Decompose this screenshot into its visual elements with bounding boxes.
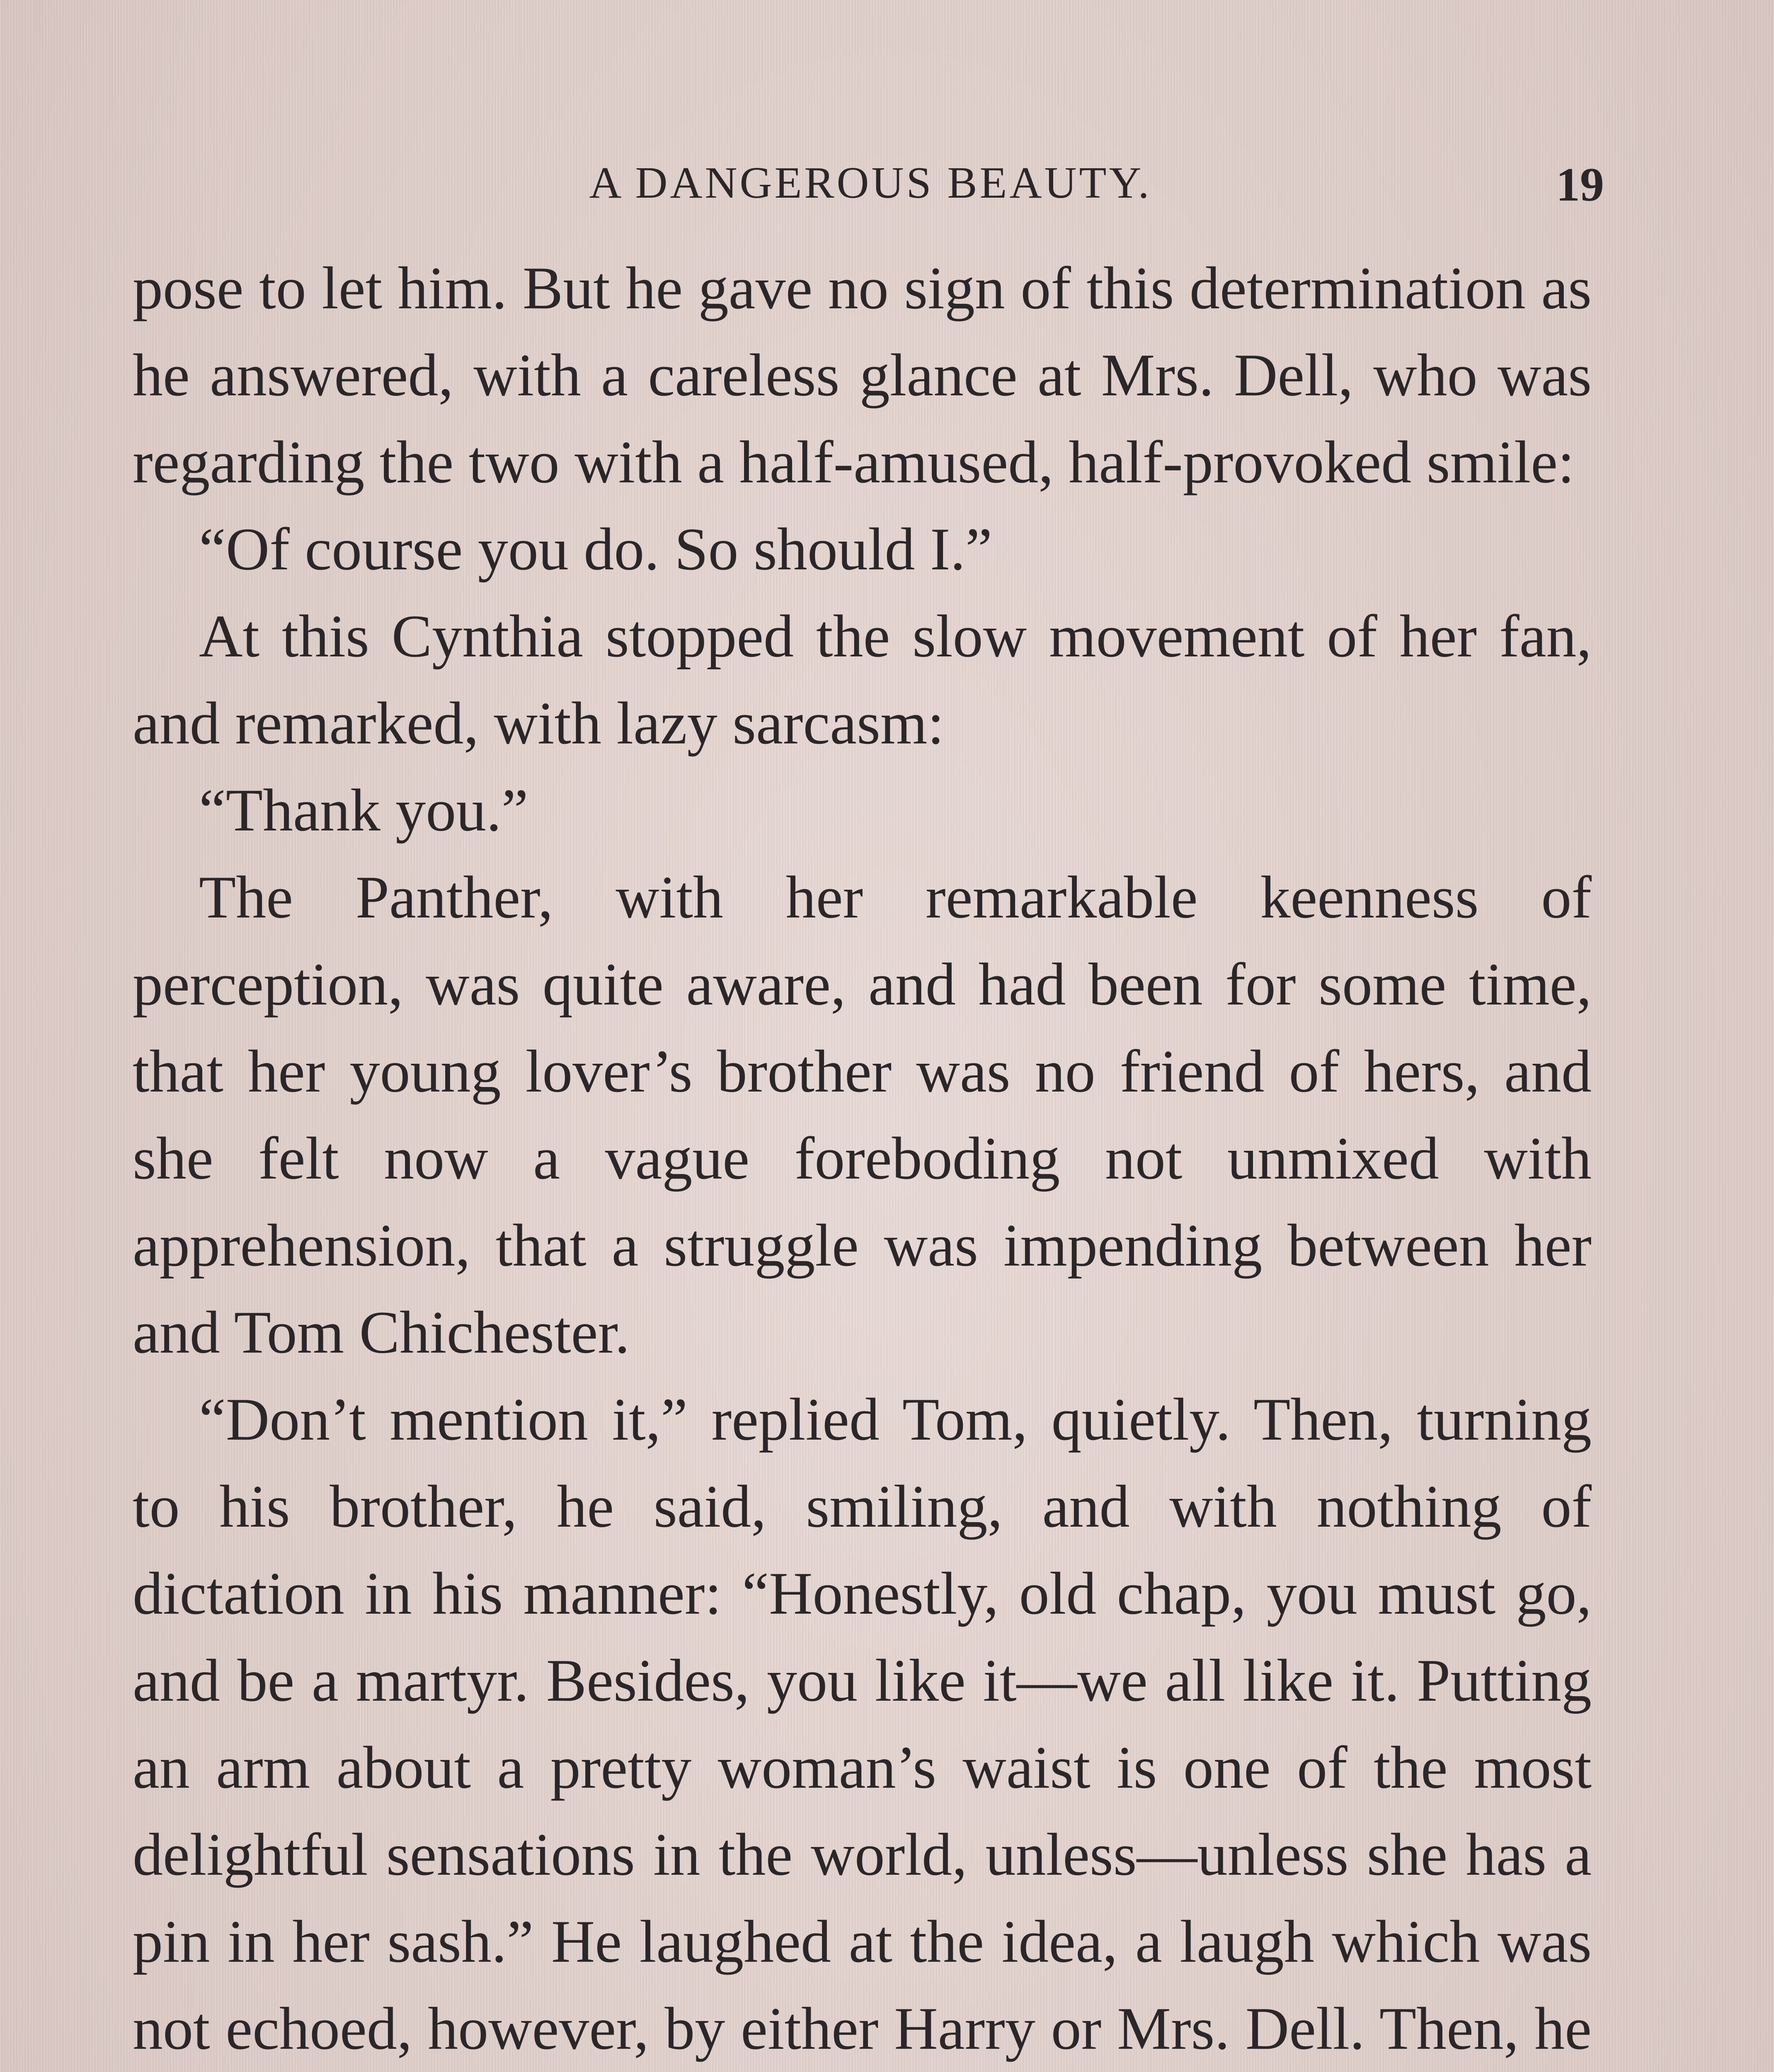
page-number: 19 (1556, 158, 1604, 211)
running-title: A DANGEROUS BEAUTY. (589, 158, 1152, 208)
paragraph-5: The Panther, with her remarkable keenness of perception, was quite aware, and had been for some time, that her young lover’s brother was no friend of hers, and she felt now a vague foreboding not unmixed with apprehension, that a struggle was impending between her and Tom Chichester. (133, 864, 1592, 1366)
running-head (137, 157, 1604, 224)
paragraph-6: “Don’t mention it,” replied Tom, quietly. Then, turning to his brother, he said, smiling, and with nothing of dictation in his manner: “Honestly, old chap, you must go, and be a martyr. Besides, you like it—we all like it. Putting an arm about a pretty woman’s waist is one of the most delightful sensations in the world, unless—unless she has a pin in her sash.” He laughed at the idea, a laugh which was not echoed, however, by either Harry or Mrs. Dell. Then, he (133, 1386, 1592, 2062)
paragraph-3: At this Cynthia stopped the slow movement of her fan, and remarked, with lazy sarcasm: (133, 603, 1592, 757)
paragraph-4: “Thank you.” (199, 777, 528, 844)
paragraph-2: “Of course you do. So should I.” (199, 516, 992, 583)
body-text (133, 244, 1592, 2072)
paragraph-1: pose to let him. But he gave no sign of this determination as he answered, with a careless glance at Mrs. Dell, who was regarding the two with a half-amused, half-provoked smile: (133, 254, 1592, 496)
